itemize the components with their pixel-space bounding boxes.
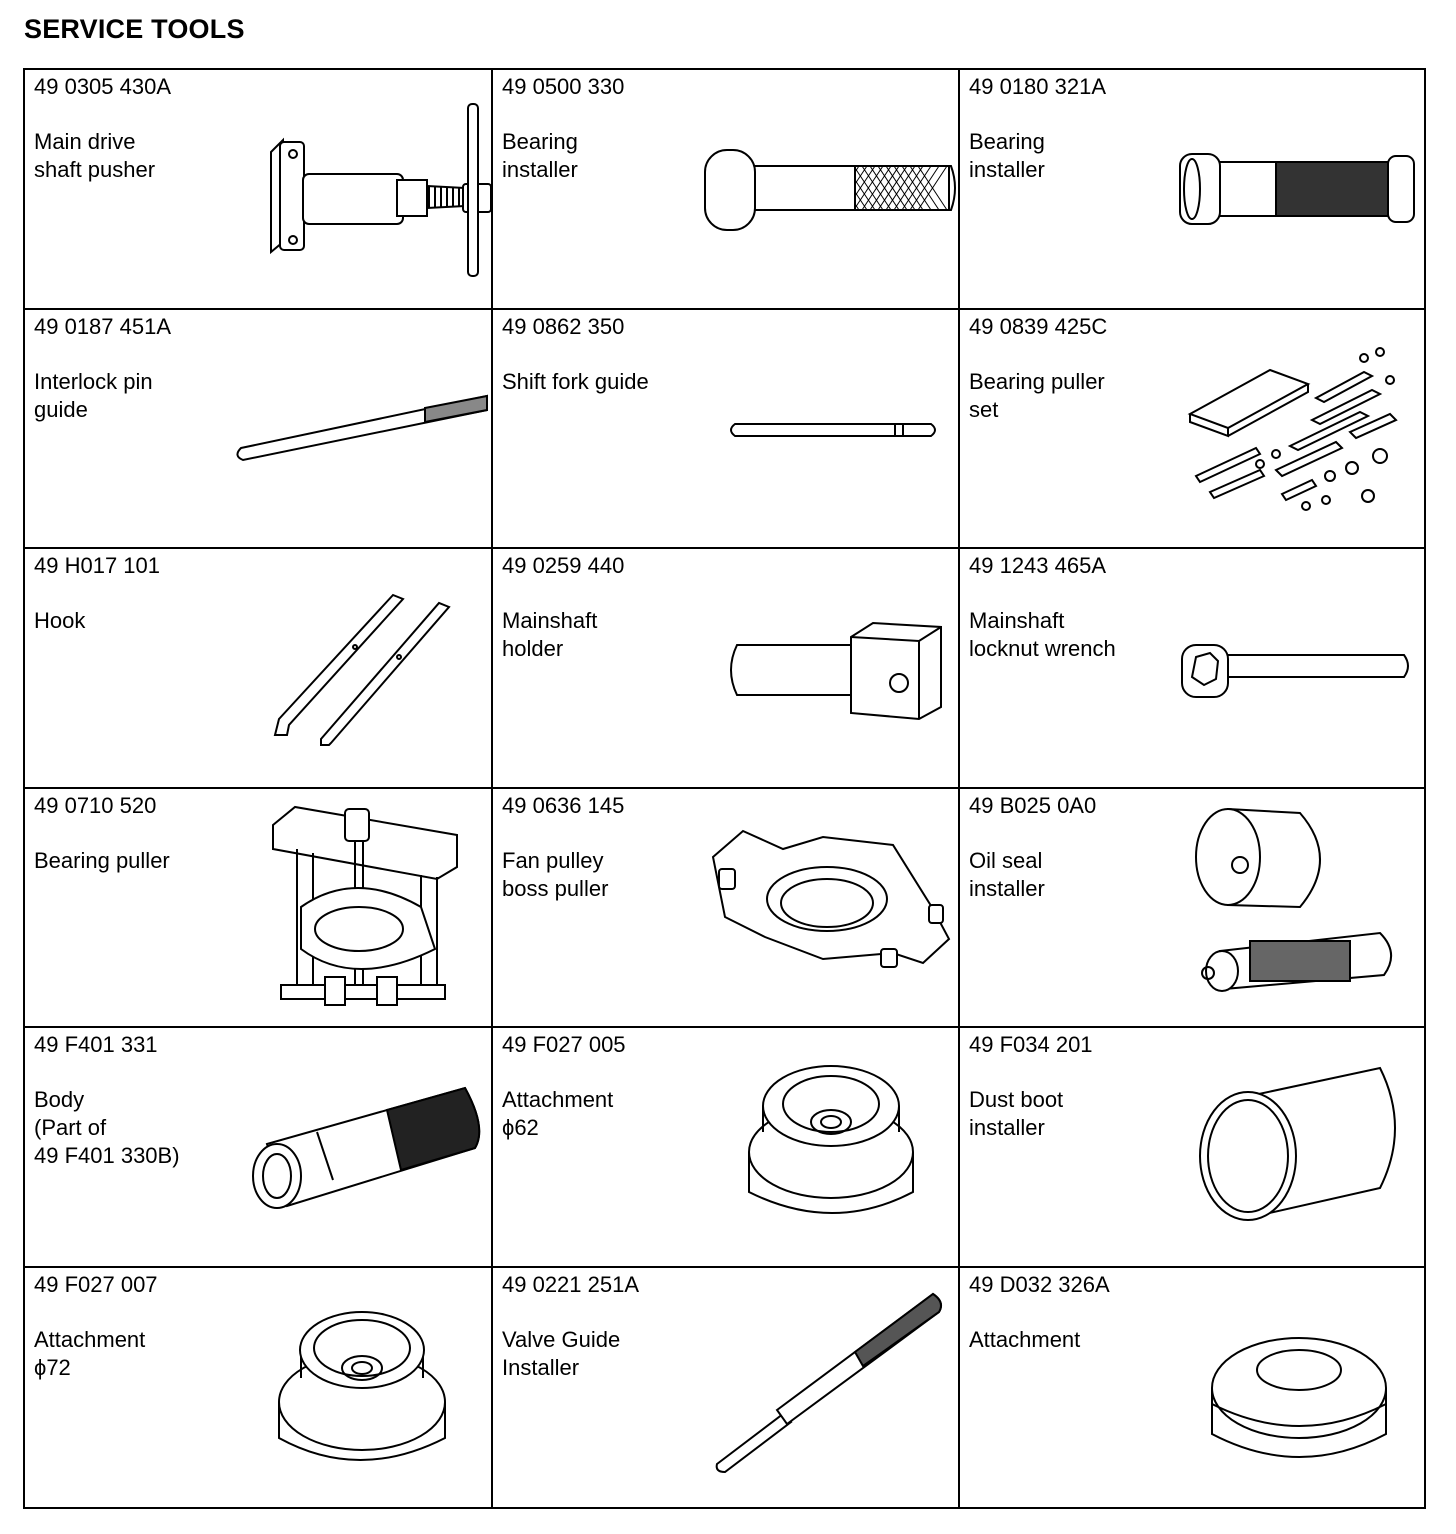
attachment-62-icon [493, 1028, 958, 1266]
mainshaft-holder-icon [493, 549, 958, 787]
tool-name: Attachment ϕ72 [34, 1326, 146, 1380]
tool-name: Mainshaft holder [502, 608, 598, 661]
hook-icon [25, 549, 491, 787]
tool-name: Interlock pin guide [34, 368, 153, 422]
part-number: 49 0710 520 [34, 792, 157, 818]
tool-cell [493, 1028, 960, 1268]
tool-cell [960, 70, 1424, 310]
boss-puller-icon [493, 789, 958, 1027]
shaft-pusher-icon [25, 70, 491, 308]
tool-name: Attachment ϕ62 [502, 1087, 614, 1140]
part-number: 49 0636 145 [502, 792, 625, 818]
tool-name: Shift fork guide [502, 368, 649, 394]
attachment-disc-icon [960, 1268, 1424, 1508]
part-number: 49 1243 465A [969, 553, 1107, 578]
bearing-puller-icon [25, 789, 491, 1027]
part-number: 49 0259 440 [502, 553, 625, 578]
tool-cell [960, 310, 1424, 550]
page-title: SERVICE TOOLS [24, 14, 245, 44]
tool-name: Valve Guide Installer [502, 1326, 621, 1380]
tool-name: Dust boot installer [969, 1087, 1064, 1140]
tool-cell [25, 549, 493, 789]
tool-cell [493, 549, 960, 789]
part-number: 49 0187 451A [34, 313, 172, 339]
puller-set-icon [960, 310, 1424, 548]
attachment-72-icon [25, 1268, 491, 1508]
tool-cell [493, 1268, 960, 1508]
tool-cell [493, 70, 960, 310]
tool-cell [960, 1028, 1424, 1268]
pin-guide-icon [25, 310, 491, 548]
part-number: 49 0305 430A [34, 74, 172, 99]
part-number: 49 0839 425C [969, 313, 1108, 339]
tool-name: Attachment [969, 1326, 1081, 1352]
tool-cell [960, 1268, 1424, 1508]
part-number: 49 H017 101 [34, 553, 160, 578]
tool-cell [25, 789, 493, 1029]
part-number: 49 F027 007 [34, 1271, 158, 1297]
tool-name: Mainshaft locknut wrench [969, 608, 1116, 661]
tool-cell [25, 1268, 493, 1508]
tool-cell [25, 1028, 493, 1268]
shift-fork-guide-icon [493, 310, 958, 548]
part-number: 49 0500 330 [502, 74, 625, 99]
part-number: 49 F027 005 [502, 1032, 626, 1057]
valve-guide-installer-icon [493, 1268, 958, 1508]
tool-cell [960, 549, 1424, 789]
tool-name: Oil seal installer [969, 847, 1045, 901]
part-number: 49 D032 326A [969, 1271, 1110, 1297]
part-number: 49 F034 201 [969, 1032, 1093, 1057]
body-sleeve-icon [25, 1028, 491, 1266]
tool-cell [960, 789, 1424, 1029]
part-number: 49 B025 0A0 [969, 792, 1097, 818]
tool-name: Main drive shaft pusher [34, 129, 156, 182]
tool-name: Hook [34, 608, 86, 633]
part-number: 49 0862 350 [502, 313, 625, 339]
tool-name: Body (Part of 49 F401 330B) [34, 1087, 180, 1168]
tool-cell [25, 310, 493, 550]
tool-name: Fan pulley boss puller [502, 847, 609, 901]
tool-name: Bearing puller [34, 847, 170, 873]
tool-name: Bearing puller set [969, 368, 1105, 422]
dust-boot-installer-icon [960, 1028, 1424, 1266]
tool-name: Bearing installer [502, 129, 578, 182]
locknut-wrench-icon [960, 549, 1424, 787]
part-number: 49 F401 331 [34, 1032, 158, 1057]
tool-name: Bearing installer [969, 129, 1045, 182]
tool-cell [493, 789, 960, 1029]
tool-cell [493, 310, 960, 550]
bearing-installer-icon [493, 70, 958, 308]
tool-cell [25, 70, 493, 310]
part-number: 49 0180 321A [969, 74, 1107, 99]
bearing-installer-knurled-icon [960, 70, 1424, 308]
oil-seal-installer-icon [960, 789, 1424, 1027]
service-tools-table [23, 68, 1426, 1509]
part-number: 49 0221 251A [502, 1271, 640, 1297]
